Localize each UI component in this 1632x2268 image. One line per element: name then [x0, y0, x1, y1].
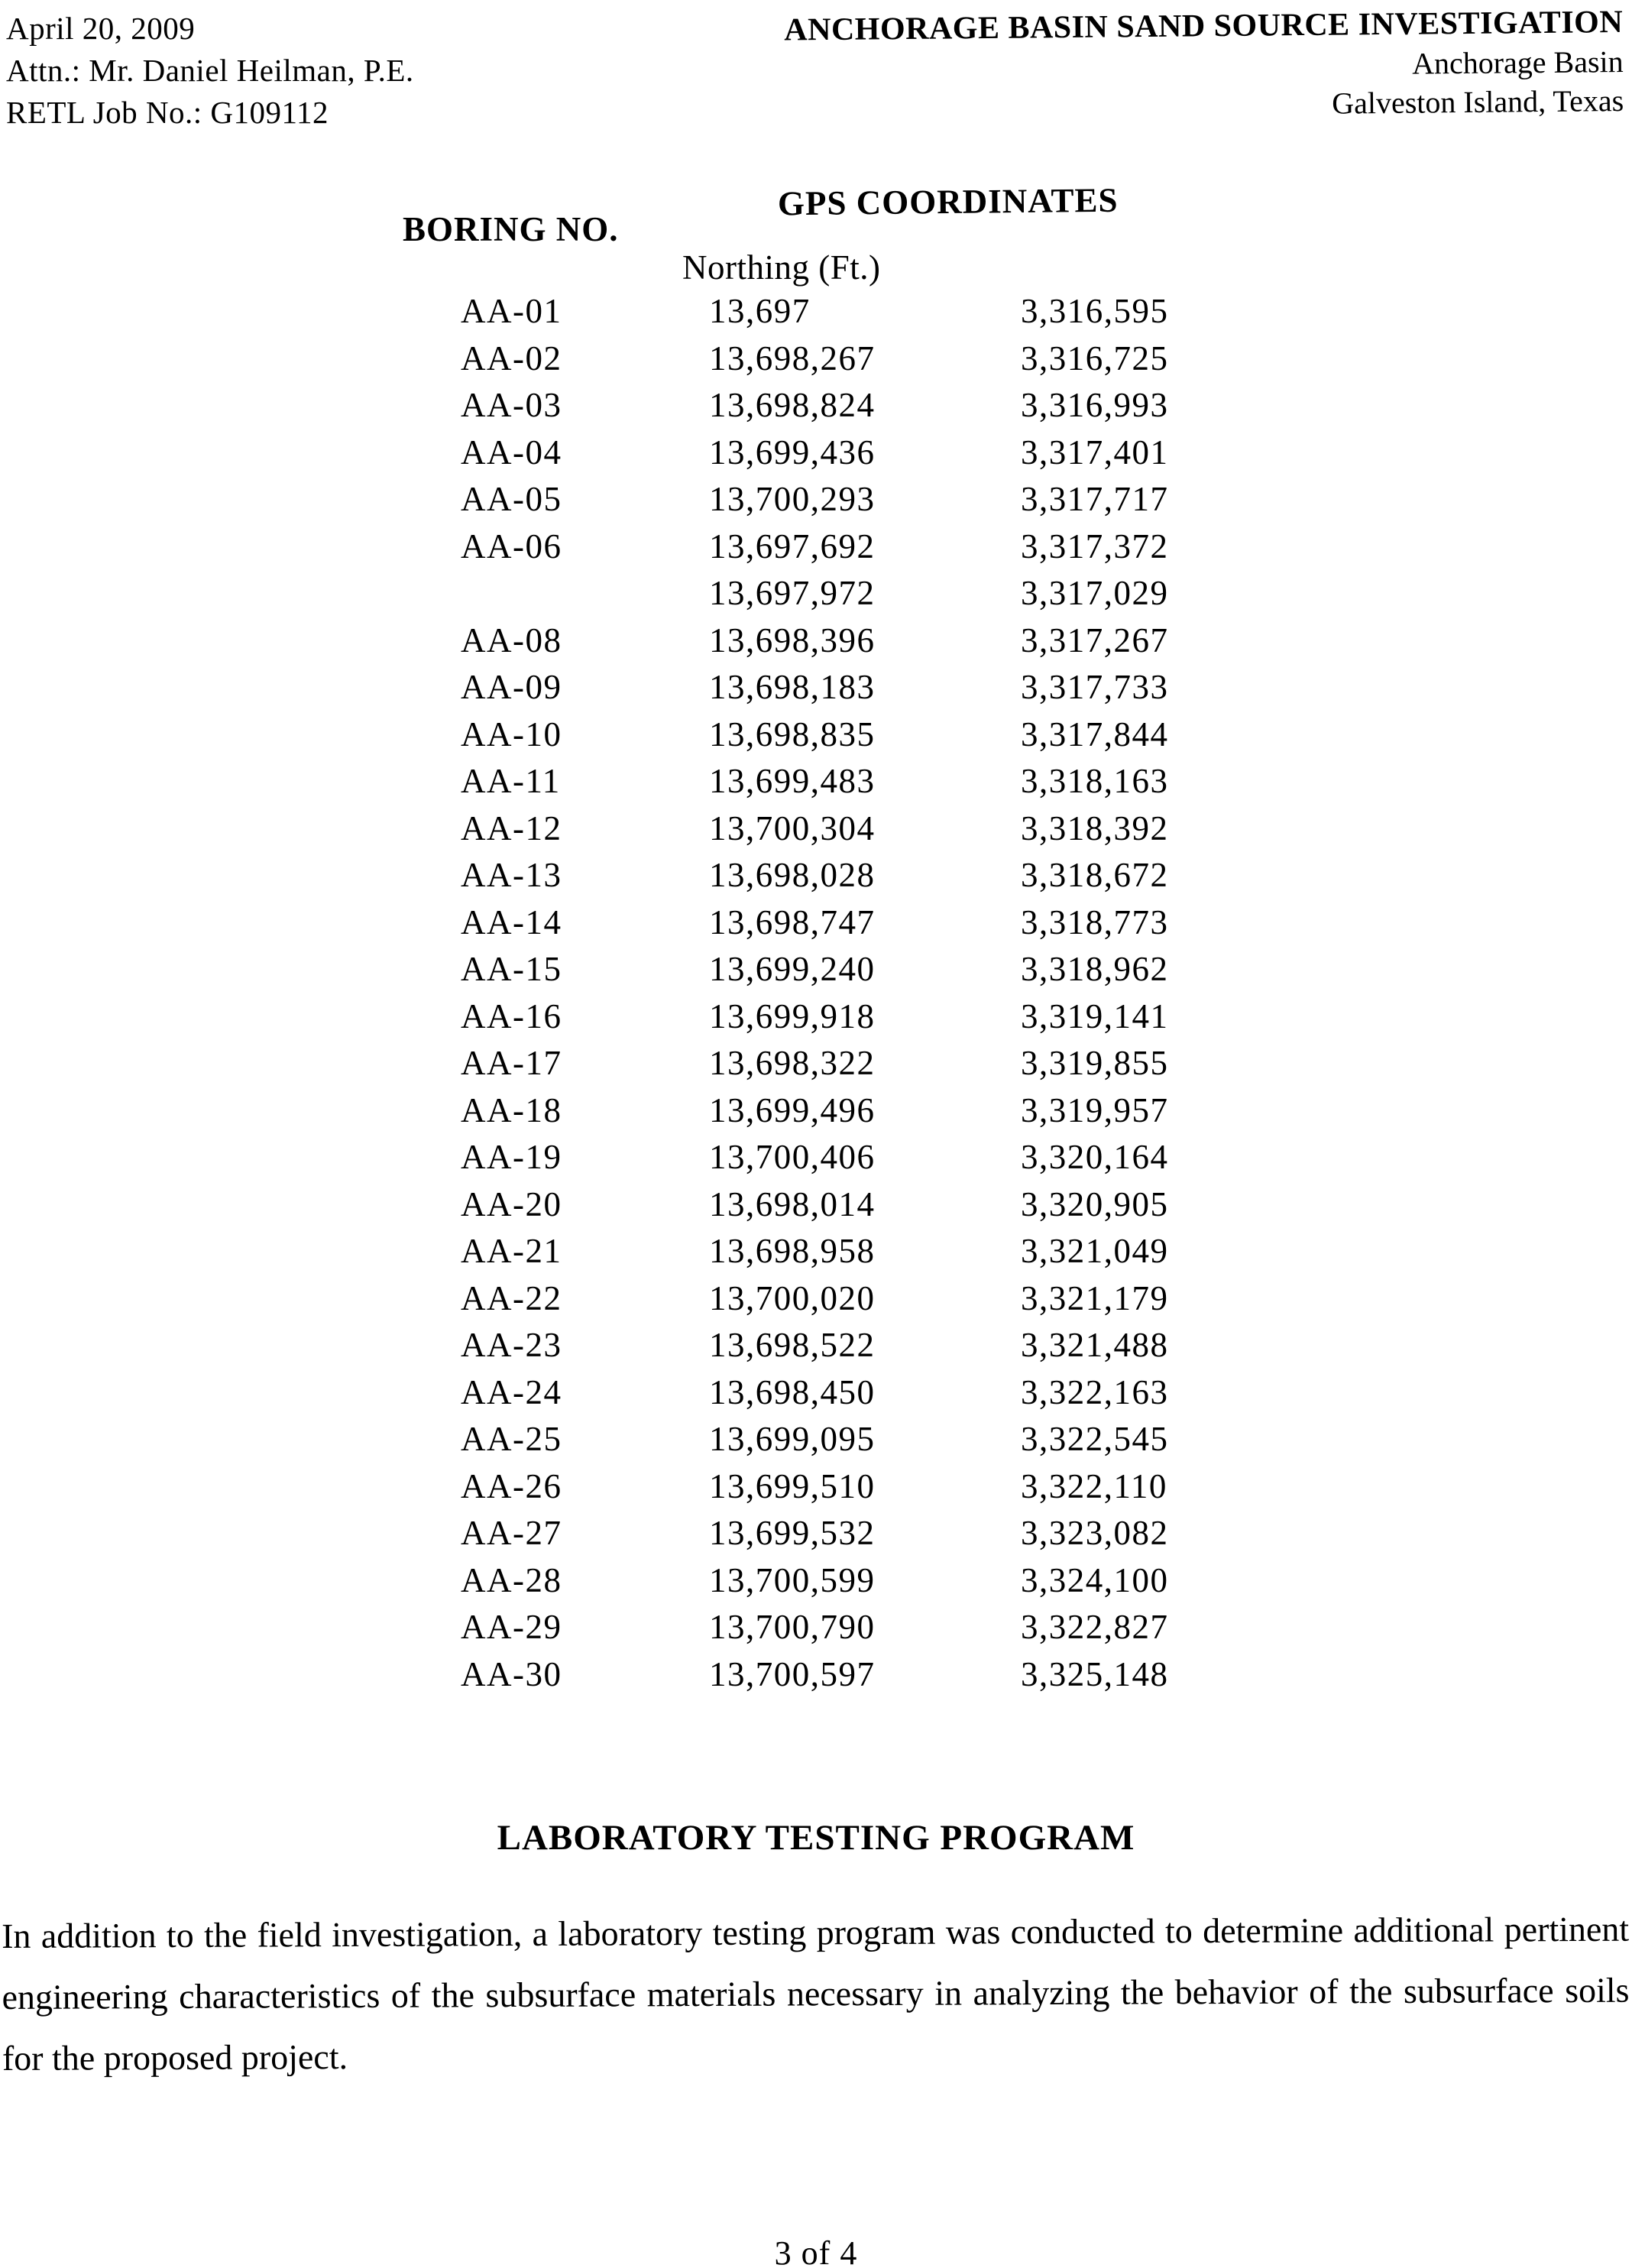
boring-no-cell: AA-18 [461, 1090, 562, 1129]
northing-cell: 13,698,958 [709, 1232, 876, 1270]
boring-no-cell: AA-15 [461, 950, 562, 988]
easting-cell: 3,321,179 [1021, 1278, 1169, 1317]
easting-cell: 3,324,100 [1021, 1560, 1169, 1599]
boring-no-cell: AA-24 [461, 1372, 562, 1411]
boring-no-cell: AA-29 [461, 1608, 562, 1646]
easting-cell: 3,318,163 [1021, 762, 1169, 800]
boring-no-cell: AA-02 [461, 339, 562, 377]
boring-no-cell: AA-30 [461, 1654, 562, 1693]
table-row [0, 385, 1632, 433]
easting-cell: 3,316,993 [1021, 386, 1169, 424]
boring-no-cell: AA-13 [461, 856, 562, 894]
table-row [0, 949, 1632, 996]
boring-no-cell: AA-27 [461, 1514, 562, 1552]
easting-cell: 3,322,110 [1021, 1466, 1167, 1505]
table-row [0, 1043, 1632, 1090]
boring-no-cell: AA-17 [461, 1044, 562, 1082]
project-name: Anchorage Basin [1411, 44, 1624, 81]
boring-no-cell: AA-10 [461, 714, 562, 753]
table-row [0, 808, 1632, 856]
northing-cell: 13,698,028 [709, 856, 876, 894]
easting-cell: 3,321,488 [1021, 1326, 1169, 1364]
letterhead-right [784, 3, 1624, 128]
easting-cell: 3,320,164 [1021, 1138, 1169, 1176]
northing-cell: 13,700,597 [709, 1654, 876, 1693]
project-location: Galveston Island, Texas [1332, 83, 1624, 121]
page-number: 3 of 4 [774, 2234, 858, 2268]
easting-cell: 3,322,163 [1021, 1372, 1169, 1411]
table-row [0, 996, 1632, 1044]
table-row [0, 620, 1632, 668]
easting-cell: 3,317,733 [1021, 668, 1169, 706]
boring-no-cell: AA-05 [461, 480, 562, 518]
northing-cell: 13,698,396 [709, 620, 876, 659]
gps-coordinates-header: GPS COORDINATES [777, 180, 1119, 223]
northing-cell: 13,697,692 [709, 526, 876, 565]
report-title: ANCHORAGE BASIN SAND SOURCE INVESTIGATION [784, 4, 1624, 48]
easting-cell: 3,325,148 [1021, 1654, 1169, 1693]
body-paragraph: In addition to the field investigation, a laboratory testing program was conducted to determine additional pertinent engineering characteristics of the subsurface materials necessary in analyzing the behavior of the subsurface soils for the proposed project. [2, 1909, 1630, 2078]
easting-cell: 3,318,773 [1021, 902, 1169, 941]
northing-cell: 13,698,450 [709, 1372, 876, 1411]
boring-no-cell: AA-25 [461, 1420, 562, 1458]
boring-no-cell: AA-14 [461, 902, 562, 941]
date-line: April 20, 2009 [6, 11, 196, 46]
table-row [0, 1654, 1632, 1702]
table-row [0, 526, 1632, 574]
northing-cell: 13,699,483 [709, 762, 876, 800]
attention-line: Attn.: Mr. Daniel Heilman, P.E. [6, 53, 414, 88]
northing-cell: 13,698,183 [709, 668, 876, 706]
table-row [0, 1231, 1632, 1278]
northing-cell: 13,699,510 [709, 1466, 876, 1505]
northing-cell: 13,700,020 [709, 1278, 876, 1317]
boring-no-cell: AA-09 [461, 668, 562, 706]
table-row [0, 855, 1632, 902]
northing-cell: 13,697,972 [709, 574, 876, 612]
easting-cell: 3,323,082 [1021, 1514, 1169, 1552]
gps-coordinates-table [0, 291, 1632, 1701]
boring-no-cell: AA-19 [461, 1138, 562, 1176]
easting-cell: 3,322,545 [1021, 1420, 1169, 1458]
table-row [0, 1137, 1632, 1184]
northing-cell: 13,698,267 [709, 339, 876, 377]
easting-cell: 3,317,267 [1021, 620, 1169, 659]
northing-cell: 13,698,322 [709, 1044, 876, 1082]
table-row [0, 1090, 1632, 1138]
easting-cell: 3,321,049 [1021, 1232, 1169, 1270]
table-row [0, 433, 1632, 480]
northing-cell: 13,700,406 [709, 1138, 876, 1176]
easting-cell: 3,319,855 [1021, 1044, 1169, 1082]
northing-cell: 13,699,532 [709, 1514, 876, 1552]
boring-no-cell: AA-12 [461, 808, 562, 847]
northing-cell: 13,699,918 [709, 996, 876, 1035]
northing-cell: 13,698,747 [709, 902, 876, 941]
boring-no-column-header: BORING NO. [403, 210, 619, 248]
easting-cell: 3,318,672 [1021, 856, 1169, 894]
table-row [0, 1607, 1632, 1654]
northing-cell: 13,700,304 [709, 808, 876, 847]
northing-cell: 13,697 [709, 292, 811, 330]
easting-cell: 3,322,827 [1021, 1608, 1169, 1646]
table-row [0, 1513, 1632, 1560]
northing-cell: 13,700,293 [709, 480, 876, 518]
easting-cell: 3,316,725 [1021, 339, 1169, 377]
boring-no-cell: AA-03 [461, 386, 562, 424]
job-number-line: RETL Job No.: G109112 [6, 95, 329, 130]
boring-no-cell: AA-16 [461, 996, 562, 1035]
table-row [0, 1184, 1632, 1232]
boring-no-cell: AA-28 [461, 1560, 562, 1599]
northing-cell: 13,698,824 [709, 386, 876, 424]
table-row [0, 761, 1632, 808]
boring-no-cell: AA-21 [461, 1232, 562, 1270]
boring-no-cell: AA-20 [461, 1184, 562, 1223]
northing-cell: 13,699,496 [709, 1090, 876, 1129]
letterhead-left [6, 8, 414, 134]
northing-cell: 13,698,522 [709, 1326, 876, 1364]
easting-cell: 3,317,372 [1021, 526, 1169, 565]
table-row [0, 1466, 1632, 1514]
boring-no-cell: AA-22 [461, 1278, 562, 1317]
easting-cell: 3,316,595 [1021, 292, 1169, 330]
northing-column-header: Northing (Ft.) [682, 248, 881, 287]
northing-cell: 13,699,436 [709, 433, 876, 471]
section-heading: LABORATORY TESTING PROGRAM [497, 1818, 1135, 1858]
easting-cell: 3,320,905 [1021, 1184, 1169, 1223]
northing-cell: 13,699,240 [709, 950, 876, 988]
easting-cell: 3,319,141 [1021, 996, 1169, 1035]
table-row [0, 1419, 1632, 1466]
northing-cell: 13,698,014 [709, 1184, 876, 1223]
table-row [0, 1372, 1632, 1420]
northing-cell: 13,699,095 [709, 1420, 876, 1458]
boring-no-cell: AA-23 [461, 1326, 562, 1364]
easting-cell: 3,317,717 [1021, 480, 1169, 518]
boring-no-cell: AA-11 [461, 762, 561, 800]
table-row [0, 1560, 1632, 1608]
boring-no-cell: AA-01 [461, 292, 562, 330]
table-row [0, 573, 1632, 620]
northing-cell: 13,700,599 [709, 1560, 876, 1599]
northing-cell: 13,700,790 [709, 1608, 876, 1646]
table-row [0, 339, 1632, 386]
easting-cell: 3,317,844 [1021, 714, 1169, 753]
northing-cell: 13,698,835 [709, 714, 876, 753]
table-row [0, 1278, 1632, 1326]
easting-cell: 3,319,957 [1021, 1090, 1169, 1129]
table-row [0, 902, 1632, 950]
table-row [0, 714, 1632, 762]
easting-cell: 3,318,962 [1021, 950, 1169, 988]
table-row [0, 667, 1632, 714]
easting-cell: 3,317,029 [1021, 574, 1169, 612]
easting-cell: 3,317,401 [1021, 433, 1169, 471]
boring-no-cell: AA-26 [461, 1466, 562, 1505]
table-row [0, 1325, 1632, 1372]
easting-cell: 3,318,392 [1021, 808, 1169, 847]
boring-no-cell: AA-08 [461, 620, 562, 659]
table-row [0, 291, 1632, 339]
boring-no-cell: AA-04 [461, 433, 562, 471]
boring-no-cell: AA-06 [461, 526, 562, 565]
table-row [0, 479, 1632, 526]
